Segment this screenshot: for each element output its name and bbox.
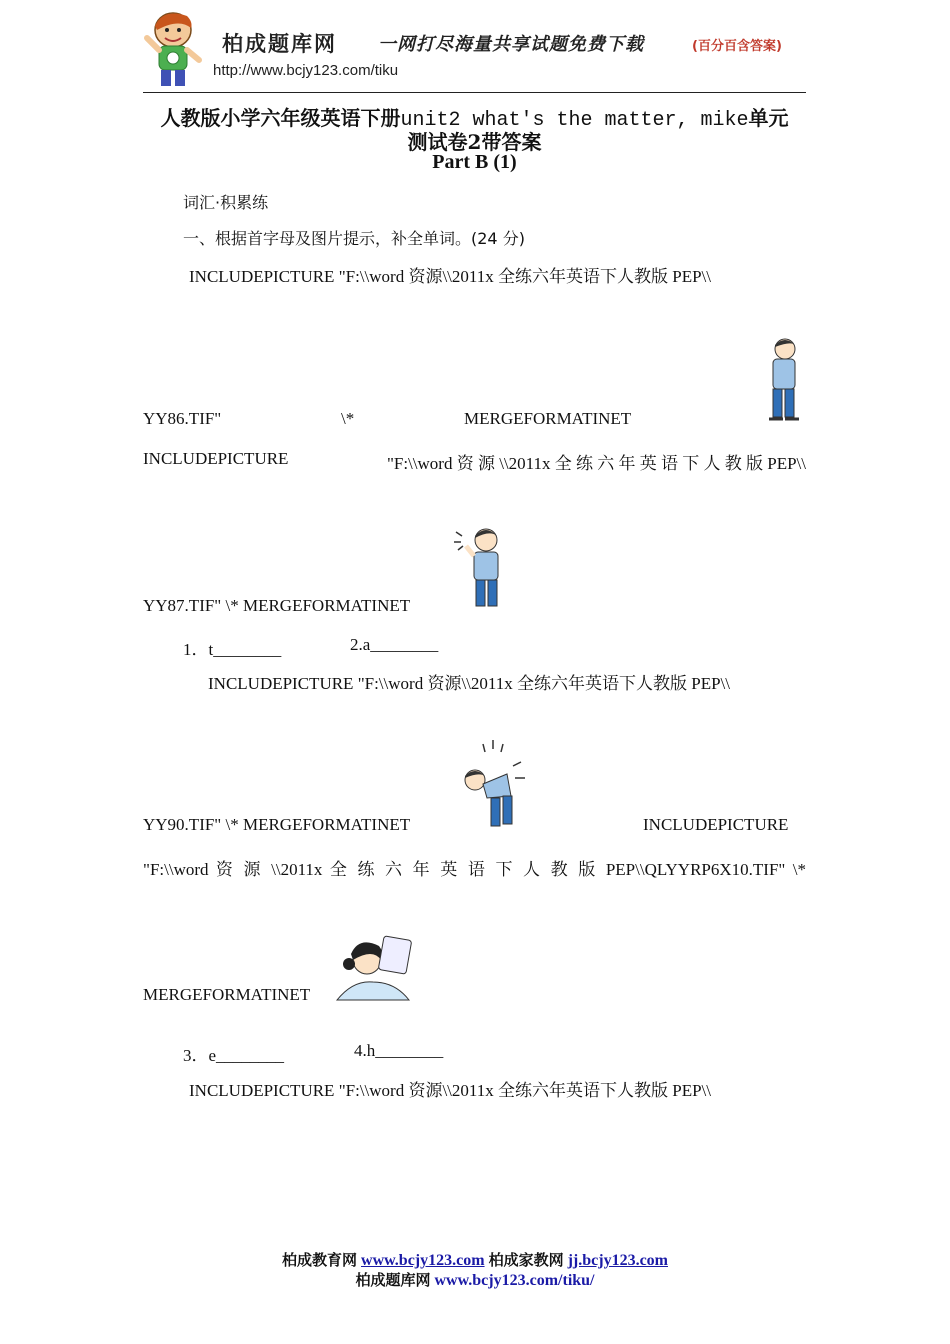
boy-stomachache-image	[755, 335, 807, 425]
field-code-line	[143, 449, 806, 474]
answer-badge: (百分百含答案)	[692, 39, 782, 54]
site-url[interactable]: http://www.bcjy123.com/tiku	[213, 62, 399, 79]
doc-subtitle: Part B (1)	[432, 151, 517, 173]
site-slogan: 一网打尽海量共享试题免费下载	[378, 34, 644, 55]
footer-tiku-label: 柏成题库网	[355, 1271, 431, 1289]
title-part-b: unit2 what's the matter, mike	[400, 109, 749, 132]
field-code-line: INCLUDEPICTURE "F:\\word 资源\\2011x 全练六年英语下人教版 PEP\\	[189, 1081, 711, 1100]
field-code-line: MERGEFORMATINET	[143, 985, 311, 1004]
blank-question-2[interactable]: 2.a________	[350, 635, 439, 654]
field-code-path: "F:\\word 资 源 \\2011x 全 练 六 年 英 语 下 人 教 版 PEP\\	[386, 454, 806, 473]
field-code-path: "F:\\word 资 源 \\2011x 全 练 六 年 英 语 下 人 教 版 PEP\\QLYYRP6X10.TIF" \*	[143, 860, 806, 879]
footer-edu-label: 柏成教育网	[282, 1251, 358, 1269]
title-part-c: 单元	[748, 106, 789, 130]
question-heading: 一、根据首字母及图片提示，补全单词。(24 分)	[183, 229, 525, 248]
footer-edu-link[interactable]: www.bcjy123.com	[361, 1252, 485, 1269]
field-code-merge: MERGEFORMATINET	[464, 409, 632, 428]
mascot-logo	[143, 8, 205, 90]
boy-falling-image	[455, 738, 533, 832]
footer-line2	[0, 1269, 950, 1290]
field-code-line: YY90.TIF" \* MERGEFORMATINET	[143, 815, 411, 834]
field-code-keyword: INCLUDEPICTURE	[143, 449, 289, 468]
field-code-line: YY87.TIF" \* MERGEFORMATINET	[143, 596, 411, 615]
title-part-a: 人教版小学六年级英语下册	[160, 106, 401, 130]
site-name: 柏成题库网	[222, 31, 337, 56]
blank-question-3[interactable]: 3．e________	[183, 1046, 285, 1065]
blank-question-4[interactable]: 4.h________	[354, 1041, 444, 1060]
field-code-keyword: INCLUDEPICTURE	[643, 815, 789, 834]
section-label: 词汇·积累练	[183, 193, 269, 212]
boy-sorethroat-image	[452, 522, 512, 612]
field-code-file: YY86.TIF"	[143, 409, 222, 428]
header-divider	[143, 92, 806, 93]
field-code-line: INCLUDEPICTURE "F:\\word 资源\\2011x 全练六年英语下人教版 PEP\\	[208, 674, 730, 693]
girl-sick-image	[333, 930, 415, 1002]
footer-line1	[0, 1249, 950, 1270]
footer-home-label: 柏成家教网	[488, 1251, 564, 1269]
doc-title-line2: 测试卷2带答案	[407, 130, 542, 154]
field-code-line: INCLUDEPICTURE "F:\\word 资源\\2011x 全练六年英语下人教版 PEP\\	[189, 267, 711, 286]
footer-home-link[interactable]: jj.bcjy123.com	[567, 1252, 668, 1269]
blank-question-1[interactable]: 1．t________	[183, 640, 282, 659]
field-code-switch: \*	[341, 409, 355, 428]
footer-tiku-url[interactable]: www.bcjy123.com/tiku/	[434, 1272, 595, 1289]
